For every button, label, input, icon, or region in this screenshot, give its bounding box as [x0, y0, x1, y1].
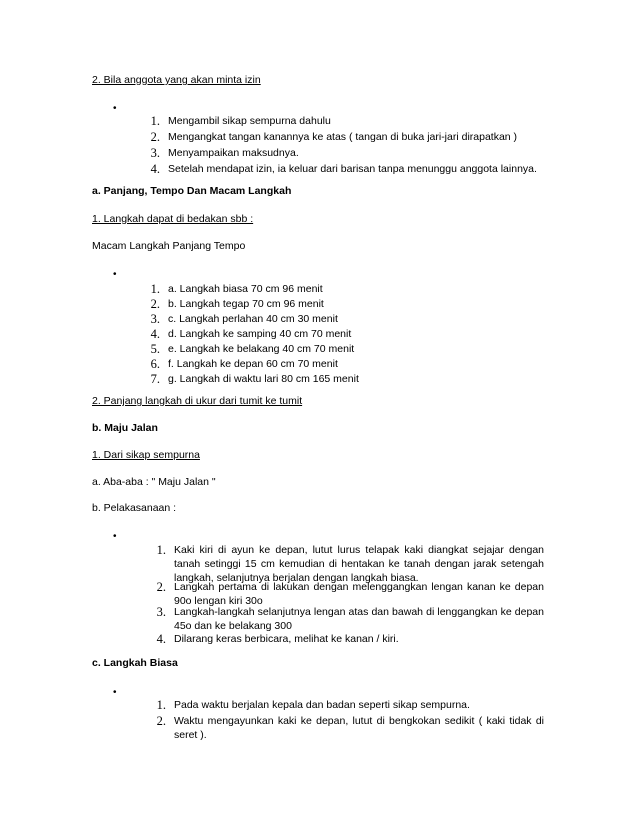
list-number: 3. [156, 605, 166, 619]
list-item: Kaki kiri di ayun ke depan, lutut lurus telapak kaki diangkat sejajar dengan tanah setinggi 15 cm kemudian di hentakan ke tanah dengan jarak setengah langkah, selanjutnya berjalan dengan langkah biasa. [174, 544, 544, 584]
list-number: 1. [150, 114, 160, 128]
list-item: Pada waktu berjalan kepala dan badan seperti sikap sempurna. [174, 699, 470, 711]
list-item: Mengambil sikap sempurna dahulu [168, 115, 331, 127]
paragraph-pelaksanaan: b. Pelakasanaan : [92, 502, 177, 514]
list-item: b. Langkah tegap 70 cm 96 menit [168, 298, 324, 310]
list-item: f. Langkah ke depan 60 cm 70 menit [168, 358, 338, 370]
list-number: 3. [150, 312, 160, 326]
list-number: 4. [150, 327, 160, 341]
list-item: Menyampaikan maksudnya. [168, 147, 299, 159]
list-number: 6. [150, 357, 160, 371]
list-number: 1. [156, 698, 166, 712]
bullet-marker: • [113, 531, 117, 542]
heading-panjang-tempo: a. Panjang, Tempo Dan Macam Langkah [92, 185, 292, 197]
list-number: 2. [156, 580, 166, 594]
list-item: Waktu mengayunkan kaki ke depan, lutut di bengkokan sedikit ( kaki tidak di seret ). [174, 715, 544, 741]
list-item: Langkah-langkah selanjutnya lengan atas dan bawah di lenggangkan ke depan 45o dan ke belakang 300 [174, 606, 544, 632]
list-item: g. Langkah di waktu lari 80 cm 165 menit [168, 373, 359, 385]
list-number: 2. [150, 130, 160, 144]
list-item: c. Langkah perlahan 40 cm 30 menit [168, 313, 338, 325]
list-number: 5. [150, 342, 160, 356]
list-item: Dilarang keras berbicara, melihat ke kanan / kiri. [174, 633, 399, 645]
list-item: Mengangkat tangan kanannya ke atas ( tangan di buka jari-jari dirapatkan ) [168, 131, 518, 143]
list-number: 1. [150, 282, 160, 296]
list-item: d. Langkah ke samping 40 cm 70 menit [168, 328, 352, 340]
list-item: a. Langkah biasa 70 cm 96 menit [168, 283, 323, 295]
list-number: 3. [150, 146, 160, 160]
list-item: Setelah mendapat izin, ia keluar dari barisan tanpa menunggu anggota lainnya. [168, 163, 537, 175]
paragraph-macam-langkah: Macam Langkah Panjang Tempo [92, 240, 246, 252]
paragraph-aba-aba: a. Aba-aba : " Maju Jalan " [92, 476, 216, 488]
heading-dari-sikap: 1. Dari sikap sempurna [92, 449, 200, 461]
bullet-marker: • [113, 687, 117, 698]
list-number: 2. [156, 714, 166, 728]
list-number: 2. [150, 297, 160, 311]
bullet-marker: • [113, 103, 117, 114]
heading-bila-anggota: 2. Bila anggota yang akan minta izin [92, 74, 261, 86]
heading-maju-jalan: b. Maju Jalan [92, 422, 158, 434]
heading-langkah-dibedakan: 1. Langkah dapat di bedakan sbb : [92, 213, 254, 225]
list-number: 4. [150, 162, 160, 176]
list-number: 4. [156, 632, 166, 646]
heading-panjang-langkah: 2. Panjang langkah di ukur dari tumit ke tumit [92, 395, 303, 407]
list-item: e. Langkah ke belakang 40 cm 70 menit [168, 343, 355, 355]
bullet-marker: • [113, 269, 117, 280]
heading-langkah-biasa: c. Langkah Biasa [92, 657, 178, 669]
list-number: 1. [156, 543, 166, 557]
list-item: Langkah pertama di lakukan dengan melenggangkan lengan kanan ke depan 90o lengan kiri 30o [174, 581, 544, 607]
list-number: 7. [150, 372, 160, 386]
